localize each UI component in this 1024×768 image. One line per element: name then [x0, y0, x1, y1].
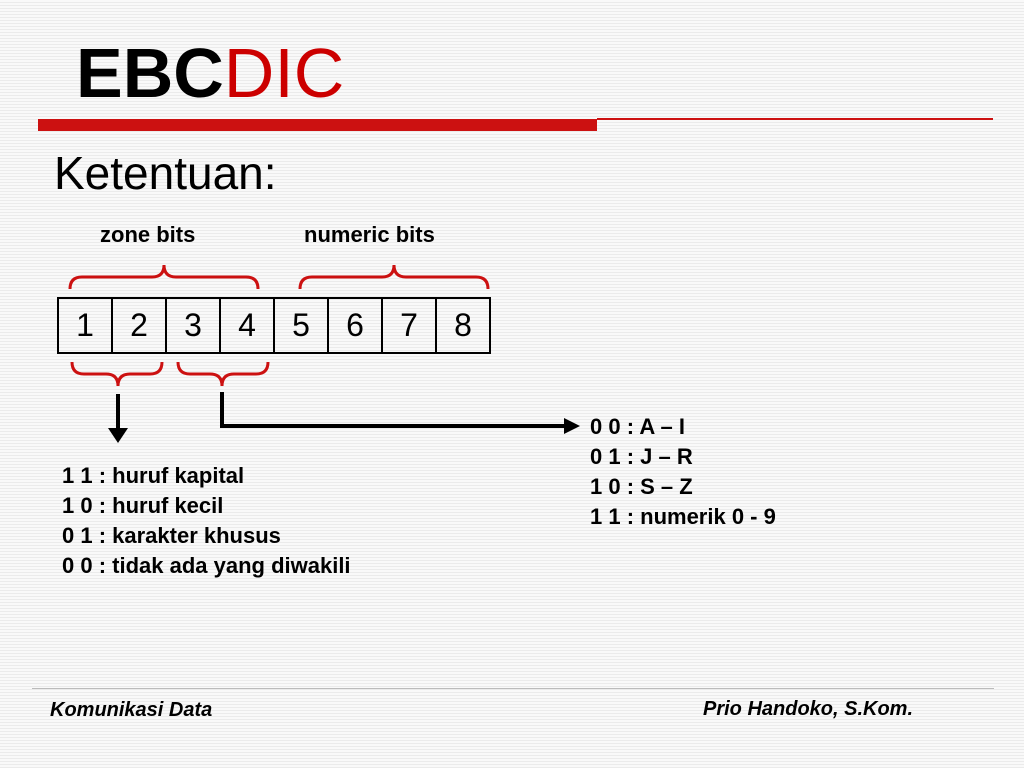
bit-cell-1: 1 [58, 298, 112, 353]
right-arrow-head [564, 418, 580, 434]
bit-cell-2: 2 [112, 298, 166, 353]
numeric-legend [590, 412, 776, 532]
bits34-bottom-brace [178, 362, 268, 386]
numeric-legend-item: 1 0 : S – Z [590, 474, 693, 499]
bits12-bottom-brace [72, 362, 162, 386]
down-arrow-head [108, 428, 128, 443]
zone-top-brace [70, 265, 258, 289]
bit-table [57, 297, 491, 354]
bit-cell-6: 6 [328, 298, 382, 353]
zone-legend-item: 0 1 : karakter khusus [62, 523, 281, 548]
footer-right-text: Prio Handoko, S.Kom. [703, 698, 914, 720]
bit-cell-7: 7 [382, 298, 436, 353]
slide-subtitle: Ketentuan: [54, 147, 277, 199]
bit-cell-8: 8 [436, 298, 490, 353]
zone-legend-item: 0 0 : tidak ada yang diwakili [62, 553, 351, 578]
bit-cell-4: 4 [220, 298, 274, 353]
slide-title-part2: DIC [223, 34, 345, 112]
numeric-legend-item: 0 1 : J – R [590, 444, 693, 469]
slide-title-part1: EBC [76, 34, 224, 112]
zone-legend-item: 1 0 : huruf kecil [62, 493, 224, 518]
numeric-top-brace [300, 265, 488, 289]
zone-legend-item: 1 1 : huruf kapital [62, 463, 245, 488]
footer-divider [32, 688, 994, 689]
bit-cell-5: 5 [274, 298, 328, 353]
zone-legend [62, 461, 351, 581]
footer-left-text: Komunikasi Data [50, 699, 213, 721]
zone-bits-label: zone bits [100, 222, 196, 247]
right-arrow-line [222, 392, 568, 426]
numeric-bits-label: numeric bits [304, 222, 435, 247]
bit-row [58, 298, 490, 353]
numeric-legend-item: 1 1 : numerik 0 - 9 [590, 504, 776, 529]
bit-cell-3: 3 [166, 298, 220, 353]
numeric-legend-item: 0 0 : A – I [590, 414, 685, 439]
